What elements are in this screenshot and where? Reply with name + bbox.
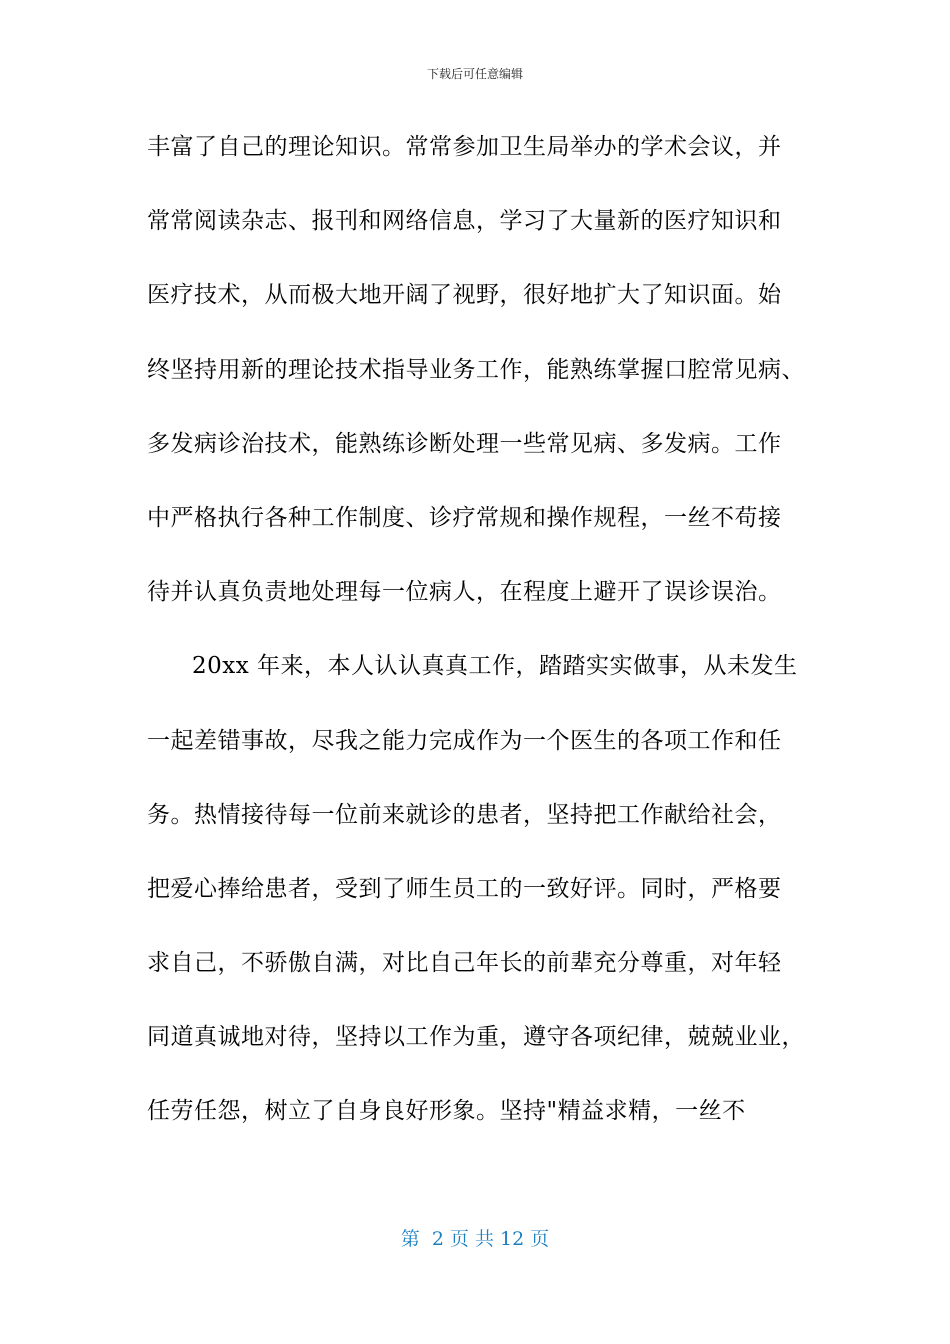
text-line: 中严格执行各种工作制度、诊疗常规和操作规程，一丝不苟接 (147, 504, 782, 531)
text-line: 常常阅读杂志、报刊和网络信息，学习了大量新的医疗知识和 (147, 208, 782, 235)
text-line: 把爱心捧给患者，受到了师生员工的一致好评。同时，严格要 (147, 875, 782, 902)
text-line: 任劳任怨，树立了自身良好形象。坚持"精益求精，一丝不 (147, 1098, 746, 1125)
text-line: 求自己，不骄傲自满，对比自己年长的前辈充分尊重，对年轻 (147, 950, 782, 977)
text-line: 多发病诊治技术，能熟练诊断处理一些常见病、多发病。工作 (147, 430, 782, 457)
text-line: 同道真诚地对待，坚持以工作为重，遵守各项纪律，兢兢业业， (147, 1024, 805, 1051)
text-line: 医疗技术，从而极大地开阔了视野，很好地扩大了知识面。始 (147, 282, 782, 309)
paragraph-start-line: 20xx 年来，本人认认真真工作，踏踏实实做事，从未发生 (192, 653, 798, 680)
header-note: 下载后可任意编辑 (426, 67, 523, 81)
text-line: 终坚持用新的理论技术指导业务工作，能熟练掌握口腔常见病、 (147, 356, 805, 383)
text-line: 一起差错事故，尽我之能力完成作为一个医生的各项工作和任 (147, 727, 782, 754)
text-line: 待并认真负责地处理每一位病人，在程度上避开了误诊误治。 (147, 579, 782, 606)
text-line: 务。热情接待每一位前来就诊的患者，坚持把工作献给社会， (147, 801, 782, 828)
text-line: 丰富了自己的理论知识。常常参加卫生局举办的学术会议，并 (147, 134, 782, 160)
page-number: 第 2 页 共 12 页 (400, 1228, 550, 1250)
body-text (147, 128, 827, 1167)
